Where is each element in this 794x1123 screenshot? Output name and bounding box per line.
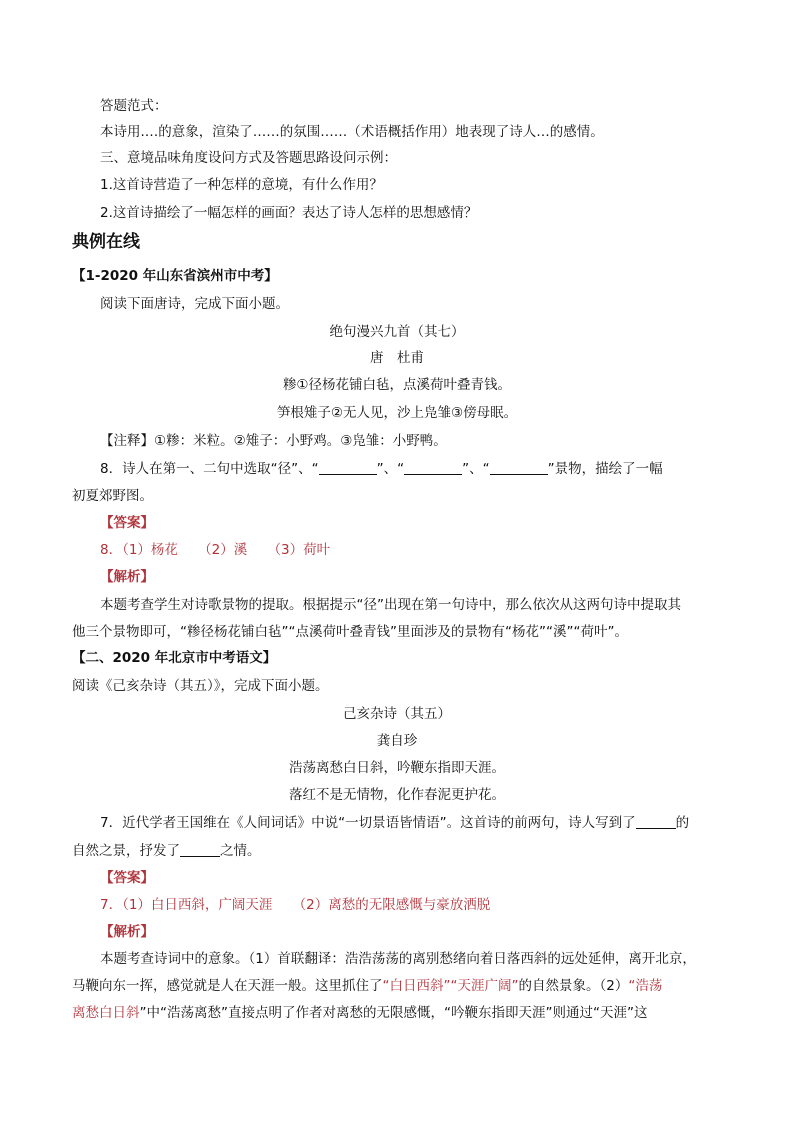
highlight-quote-end: 离愁白日斜 [72,1005,140,1021]
ex2-poem-line-2: 落红不是无情物，化作春泥更护花。 [289,787,505,803]
ex2-source: 【二、2020 年北京市中考语文】 [72,650,277,666]
ex1-answer-label: 【答案】 [100,515,154,531]
answer-pattern-text: 本诗用.…的意象，渲染了……的氛围……（术语概括作用）地表现了诗人…的感情。 [100,124,604,140]
answer-blank[interactable] [404,460,462,475]
section-title: 典例在线 [72,232,140,252]
highlight-quote-start: “浩荡 [628,978,663,994]
ex2-poem-title: 己亥杂诗（其五） [343,706,451,722]
ex1-source: 【1-2020 年山东省滨州市中考】 [72,268,278,284]
ex1-analysis-line-2: 他三个景物即可，“糁径杨花铺白毡”“点溪荷叶叠青钱”里面涉及的景物有“杨花”“溪”“荷叶”。 [72,624,628,640]
ex2-poem-line-1: 浩荡离愁白日斜，吟鞭东指即天涯。 [289,760,505,776]
ex2-analysis-line-1: 本题考查诗词中的意象。（1）首联翻译：浩浩荡荡的离别愁绪向着日落西斜的远处延伸，离开北京， [100,951,696,967]
answer-blank[interactable] [636,814,676,829]
ex2-analysis-line-3: 离愁白日斜”中“浩荡离愁”直接点明了作者对离愁的无限感慨，“吟鞭东指即天涯”则通过“天涯”这 [72,1005,648,1021]
ex1-note: 【注释】①糁：米粒。②雉子：小野鸡。③凫雏：小野鸭。 [100,433,447,449]
ex1-question-cont: 初夏郊野图。 [72,488,153,504]
answer-blank[interactable] [490,460,548,475]
example-question-2: 2.这首诗描绘了一幅怎样的画面？表达了诗人怎样的思想感情？ [100,205,478,221]
ex1-poem-author: 唐 杜甫 [370,350,424,366]
ex2-question-cont: 自然之景，抒发了 之情。 [72,843,261,859]
ex1-analysis-line-1: 本题考查学生对诗歌景物的提取。根据提示“径”出现在第一句诗中，那么依次从这两句诗中提取其 [100,597,681,613]
answer-blank[interactable] [180,842,220,857]
answer-pattern-label: 答题范式： [100,98,168,114]
ex1-poem-line-2: 笋根雉子②无人见，沙上凫雏③傍母眠。 [276,405,518,421]
ex2-analysis-line-2: 马鞭向东一挥，感觉就是人在天涯一般。这里抓住了“白日西斜”“天涯广阔”的自然景象。（2）“浩荡 [72,978,663,994]
ex1-poem-line-1: 糁①径杨花铺白毡，点溪荷叶叠青钱。 [282,377,512,393]
section-three-heading: 三、意境品味角度设问方式及答题思路设问示例： [100,150,397,166]
ex2-answer: 7．（1）白日西斜，广阔天涯 （2）离愁的无限感慨与豪放洒脱 [100,897,491,913]
highlight-scenery: “白日西斜”“天涯广阔” [382,978,519,994]
ex1-instruction: 阅读下面唐诗，完成下面小题。 [100,296,289,312]
ex1-poem-title: 绝句漫兴九首（其七） [329,324,465,340]
ex1-answer: 8．（1）杨花 （2）溪 （3）荷叶 [100,542,331,558]
ex1-analysis-label: 【解析】 [100,569,154,585]
example-question-1: 1.这首诗营造了一种怎样的意境，有什么作用？ [100,177,383,193]
ex2-instruction: 阅读《己亥杂诗（其五）》，完成下面小题。 [72,678,329,694]
ex2-analysis-label: 【解析】 [100,924,154,940]
answer-blank[interactable] [319,460,377,475]
ex1-question: 8．诗人在第一、二句中选取“径”、“ ”、“ ”、“ ”景物，描绘了一幅 [100,461,663,477]
ex2-poem-author: 龚自珍 [376,733,418,749]
ex2-answer-label: 【答案】 [100,870,154,886]
ex2-question: 7．近代学者王国维在《人间词话》中说“一切景语皆情语”。这首诗的前两句，诗人写到了 的 [100,815,690,831]
